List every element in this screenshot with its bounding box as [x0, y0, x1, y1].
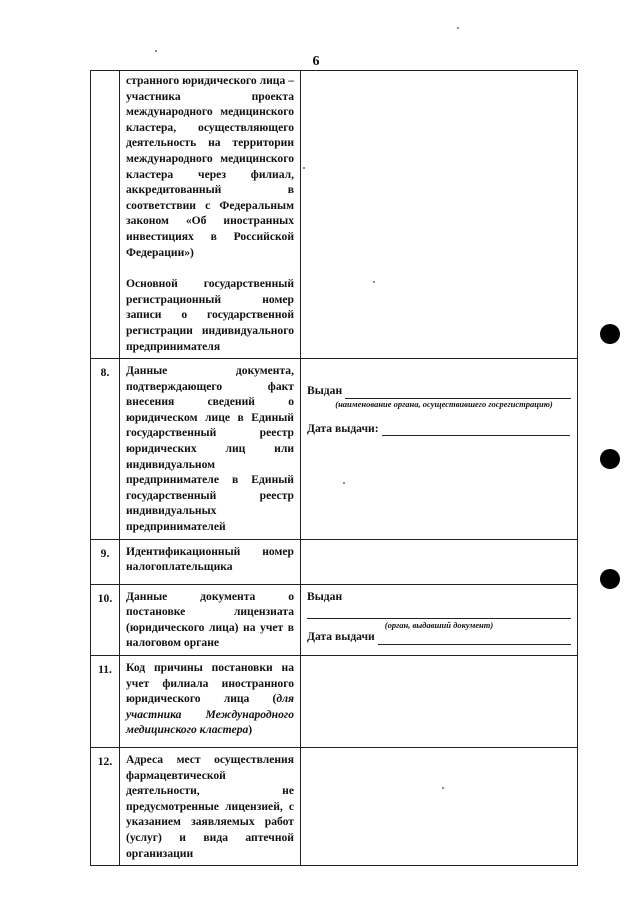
row-value-cell[interactable] — [301, 539, 578, 584]
issued-field[interactable] — [307, 383, 571, 399]
row-value-cell[interactable] — [301, 71, 578, 359]
page-number: 6 — [312, 54, 320, 69]
date-field[interactable] — [307, 421, 571, 437]
issued-line[interactable] — [307, 604, 571, 619]
desc-tail: ) — [248, 723, 253, 737]
date-line[interactable] — [382, 423, 570, 436]
row-description-part: Основной государственный регистрационный номер записи о государственной регистрации индивидуального предпринимателя — [126, 277, 294, 353]
issued-line[interactable] — [345, 386, 571, 399]
scan-speck — [155, 50, 157, 52]
row-value-cell[interactable] — [301, 656, 578, 748]
row-description-text — [126, 660, 294, 738]
scan-speck — [303, 167, 305, 169]
binder-hole-icon — [600, 324, 620, 344]
table-row — [91, 748, 578, 866]
table-row — [91, 359, 578, 540]
row-description — [120, 748, 301, 866]
date-label: Дата выдачи — [307, 630, 375, 644]
row-value-cell — [301, 359, 578, 540]
row-number: 11. — [91, 656, 120, 748]
row-number: 8. — [91, 359, 120, 540]
row-description — [120, 584, 301, 655]
row-description — [120, 71, 301, 359]
binder-hole-icon — [600, 569, 620, 589]
row-value-cell[interactable] — [301, 748, 578, 866]
scan-speck — [373, 281, 375, 283]
scan-speck — [343, 482, 345, 484]
issued-caption: (наименование органа, осуществившего госрегистрацию) — [335, 398, 553, 409]
row-value-cell — [301, 584, 578, 655]
application-form-table — [90, 70, 578, 866]
table-row — [91, 656, 578, 748]
row-description-text: Данные документа о постановке лицензиата (юридического лица) на учет в налоговом органе — [126, 589, 294, 650]
issued-label: Выдан — [307, 384, 343, 398]
table-row — [91, 539, 578, 584]
row-description — [120, 359, 301, 540]
issued-label: Выдан — [307, 589, 343, 603]
row-description — [120, 539, 301, 584]
row-description-text: Идентификационный номер налогоплательщика — [126, 544, 294, 574]
scan-speck — [457, 27, 459, 29]
scan-speck — [442, 787, 444, 789]
binder-hole-icon — [600, 449, 620, 469]
row-number: 12. — [91, 748, 120, 866]
desc-plain: Код причины постановки на учет филиала иностранного юридического лица ( — [126, 661, 294, 706]
date-field[interactable] — [307, 629, 571, 645]
date-label: Дата выдачи: — [307, 421, 379, 435]
table-row — [91, 584, 578, 655]
table-row — [91, 71, 578, 359]
row-number: 9. — [91, 539, 120, 584]
row-description — [120, 656, 301, 748]
row-description-part: странного юридического лица – участника проекта международного медицинского кластера, осуществляющего деятельность на территории международного медицинского кластера через филиал, аккредитованный в соответствии с Федеральным законом «Об иностранных инвестициях в Российской Федерации») — [126, 74, 294, 259]
row-number: 10. — [91, 584, 120, 655]
desc-italic: для участника Международного медицинского кластера — [126, 692, 294, 737]
date-line[interactable] — [378, 632, 571, 645]
row-description-text: Адреса мест осуществления фармацевтической деятельности, не предусмотренные лицензией, с указанием заявляемых работ (услуг) и вида аптечной организации — [126, 753, 294, 860]
issued-caption: (орган, выдавший документ) — [384, 620, 494, 631]
row-number — [91, 71, 120, 359]
row-description-text: Данные документа, подтверждающего факт внесения сведений о юридическом лице в Единый государственный реестр юридических лиц или индивидуальном предпринимателе в Единый государственный реестр индивидуальных предпринимателей — [126, 364, 294, 534]
